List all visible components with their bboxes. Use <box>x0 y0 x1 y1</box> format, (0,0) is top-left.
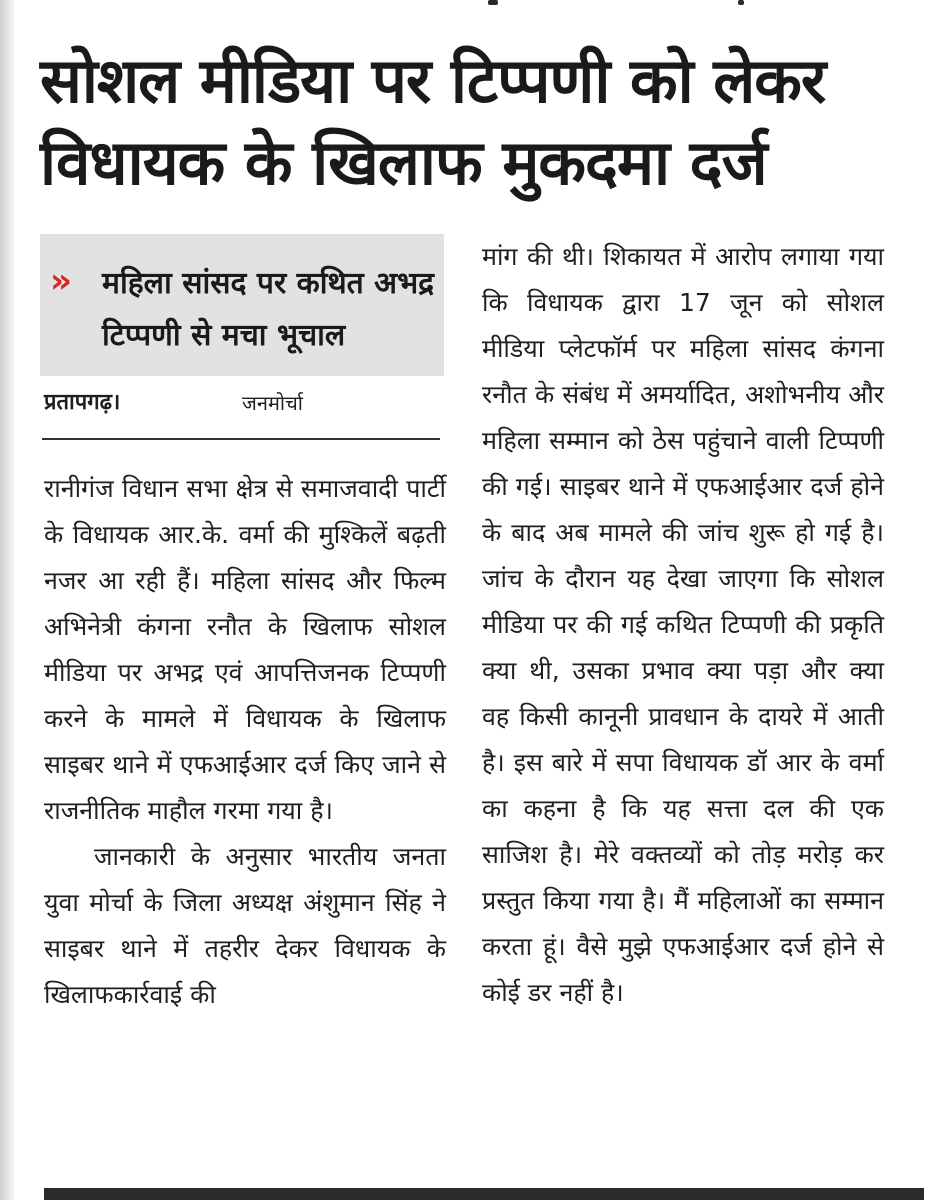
subheading: महिला सांसद पर कथित अभद्र टिप्पणी से मचा भूचाल <box>102 266 435 353</box>
headline-line-2: विधायक के खिलाफ मुकदमा दर्ज <box>40 126 767 199</box>
subheading-box <box>40 234 444 376</box>
divider <box>42 438 440 440</box>
news-source: जनमोर्चा <box>242 391 303 415</box>
headline <box>40 40 900 204</box>
dateline <box>44 386 444 420</box>
paragraph-1: रानीगंज विधान सभा क्षेत्र से समाजवादी पार्टी के विधायक आर.के. वर्मा की मुश्किलें बढ़ती नजर आ रही हैं। महिला सांसद और फिल्म अभिनेत्री कंगना रनौत के खिलाफ सोशल मीडिया पर अभद्र एवं आपत्तिजनक टिप्पणी करने के मामले में विधायक के खिलाफ साइबर थाने में एफआईआर दर्ज किए जाने से राजनीतिक माहौल गरमा गया है। <box>44 474 446 825</box>
paragraph-3: मांग की थी। शिकायत में आरोप लगाया गया कि विधायक द्वारा 17 जून को सोशल मीडिया प्लेटफॉर्म पर महिला सांसद कंगना रनौत के संबंध में अमर्यादित, अशोभनीय और महिला सम्मान को ठेस पहुंचाने वाली टिप्पणी की गई। साइबर थाने में एफआईआर दर्ज होने के बाद अब मामले की जांच शुरू हो गई है। जांच के दौरान यह देखा जाएगा कि सोशल मीडिया पर की गई कथित टिप्पणी की प्रकृति क्या थी, उसका प्रभाव क्या पड़ा और क्या वह किसी कानूनी प्रावधान के दायरे में आती है। इस बारे में सपा विधायक डॉ आर के वर्मा का कहना है कि यह सत्ता दल की एक साजिश है। मेरे वक्तव्यों को तोड़ मरोड़ कर प्रस्तुत किया गया है। मैं महिलाओं का सम्मान करता हूं। वैसे मुझे एफआईआर दर्ज होने से कोई डर नहीं है। <box>482 242 884 1007</box>
headline-line-1: सोशल मीडिया पर टिप्पणी को लेकर <box>40 44 826 117</box>
column-right <box>482 234 884 1016</box>
bottom-rule <box>44 1188 924 1200</box>
column-left <box>44 466 446 1018</box>
previous-article-remnant <box>480 0 780 6</box>
paragraph-2: जानकारी के अनुसार भारतीय जनता युवा मोर्चा के जिला अध्यक्ष अंशुमान सिंह ने साइबर थाने में तहरीर देकर विधायक के खिलाफकार्रवाई की <box>44 842 446 1009</box>
double-chevron-icon: » <box>50 261 66 301</box>
dateline-place: प्रतापगढ़। <box>44 390 121 415</box>
page-left-edge <box>0 0 14 1200</box>
